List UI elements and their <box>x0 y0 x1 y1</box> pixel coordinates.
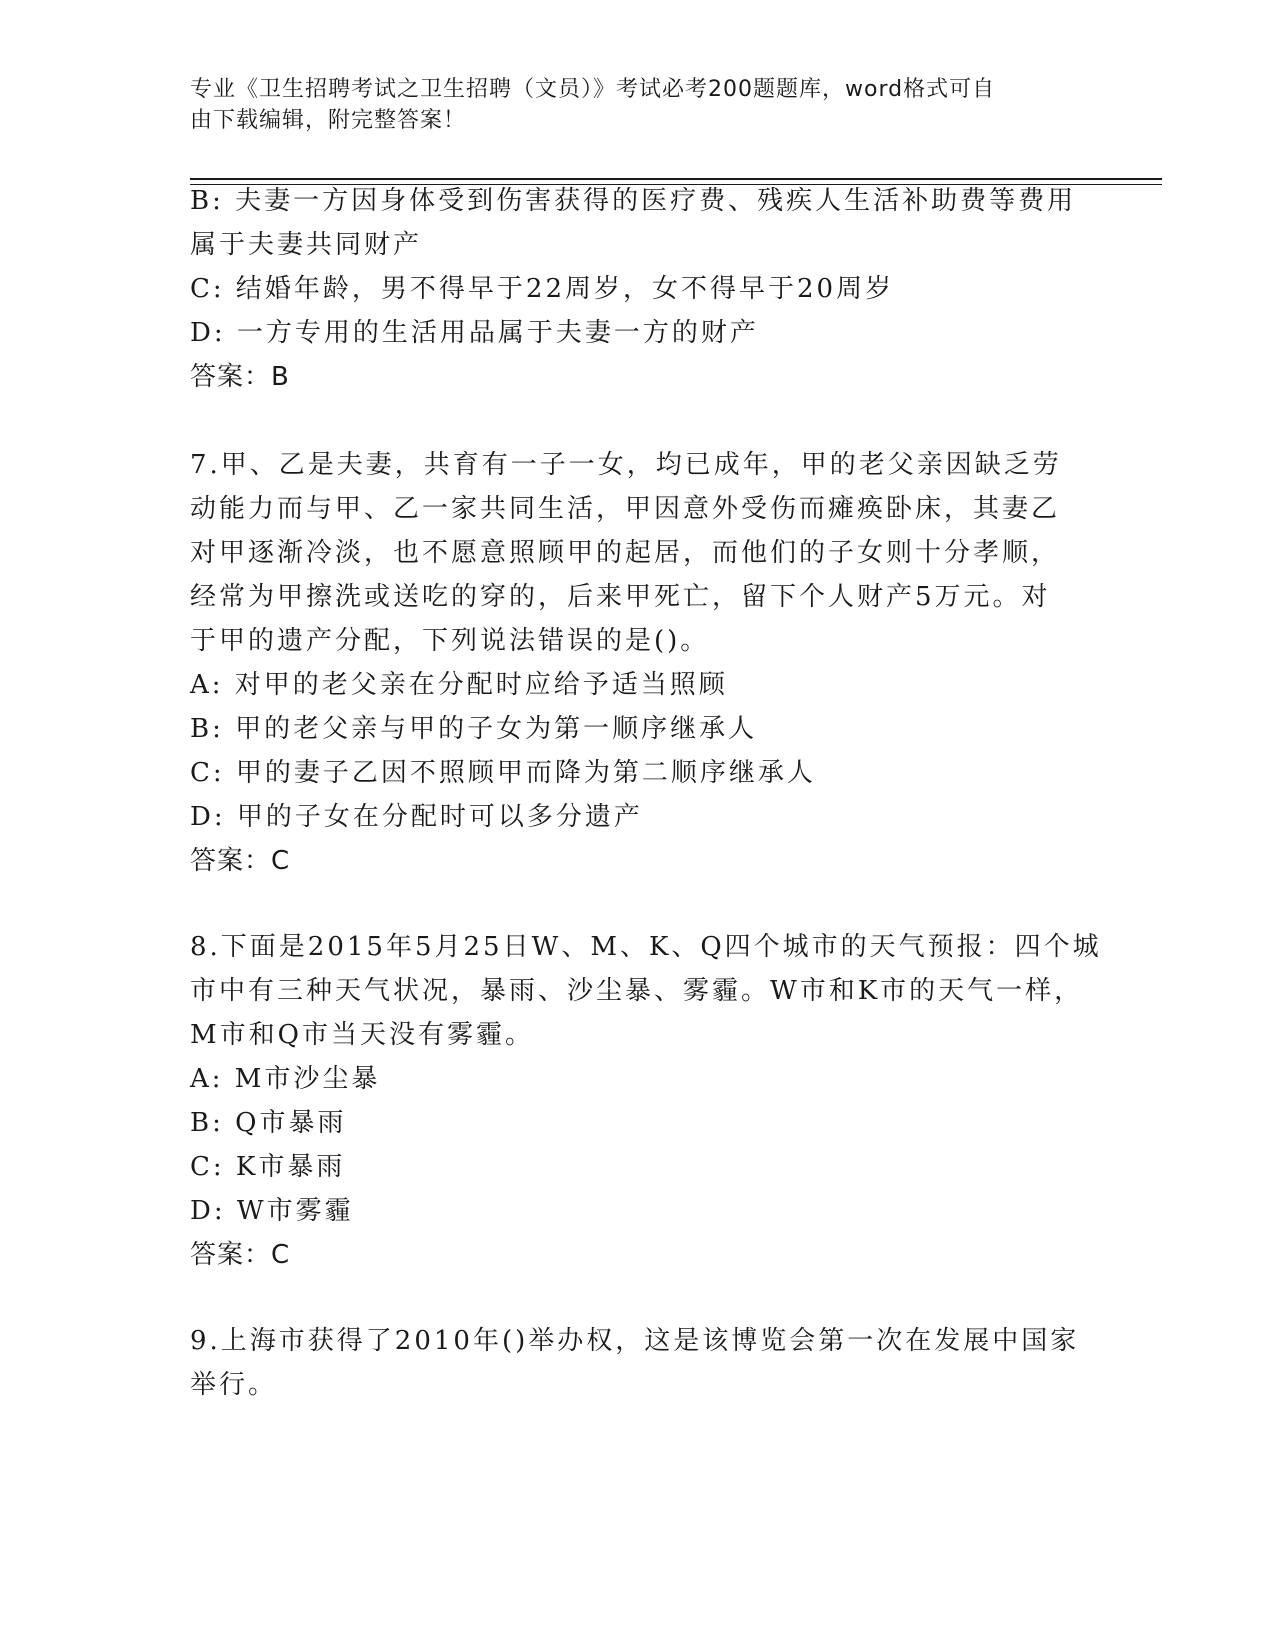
q7-option-d: D: 甲的子女在分配时可以多分遗产 <box>190 802 643 832</box>
q6-option-d: D: 一方专用的生活用品属于夫妻一方的财产 <box>190 318 759 348</box>
q7-option-c: C: 甲的妻子乙因不照顾甲而降为第二顺序继承人 <box>190 758 816 788</box>
q6-option-b-line-1: B: 夫妻一方因身体受到伤害获得的医疗费、残疾人生活补助费等费用 <box>190 186 1077 216</box>
header-line-1: 专业《卫生招聘考试之卫生招聘（文员）》考试必考200题题库，word格式可自 <box>190 77 996 102</box>
q7-option-a: A: 对甲的老父亲在分配时应给予适当照顾 <box>190 670 728 700</box>
q9-stem-line-2: 举行。 <box>190 1370 278 1400</box>
q8-option-b: B: Q市暴雨 <box>190 1108 347 1138</box>
q7-option-b: B: 甲的老父亲与甲的子女为第一顺序继承人 <box>190 714 758 744</box>
q8-option-a: A: M市沙尘暴 <box>190 1064 381 1094</box>
q8-stem-line-2: 市中有三种天气状况，暴雨、沙尘暴、雾霾。W市和K市的天气一样， <box>190 976 1084 1006</box>
page-header <box>190 74 1090 136</box>
q7-stem-line-5: 于甲的遗产分配，下列说法错误的是()。 <box>190 626 710 656</box>
q7-stem-line-4: 经常为甲擦洗或送吃的穿的，后来甲死亡，留下个人财产5万元。对 <box>190 582 1051 612</box>
q7-stem-line-3: 对甲逐渐冷淡，也不愿意照顾甲的起居，而他们的子女则十分孝顺， <box>190 538 1061 568</box>
q8-stem-line-3: M市和Q市当天没有雾霾。 <box>190 1020 534 1050</box>
q7-answer: 答案：C <box>190 846 291 876</box>
q8-stem-line-1: 8.下面是2015年5月25日W、M、K、Q四个城市的天气预报：四个城 <box>190 932 1102 962</box>
q8-answer: 答案：C <box>190 1240 291 1270</box>
q7-stem-line-2: 动能力而与甲、乙一家共同生活，甲因意外受伤而瘫痪卧床，其妻乙 <box>190 494 1061 524</box>
q9-stem-line-1: 9.上海市获得了2010年()举办权，这是该博览会第一次在发展中国家 <box>190 1326 1080 1356</box>
q8-option-c: C: K市暴雨 <box>190 1152 346 1182</box>
header-line-2: 由下载编辑，附完整答案！ <box>190 108 467 133</box>
q6-option-c: C: 结婚年龄，男不得早于22周岁，女不得早于20周岁 <box>190 274 895 304</box>
q8-option-d: D: W市雾霾 <box>190 1196 354 1226</box>
q6-option-b-line-2: 属于夫妻共同财产 <box>190 230 423 260</box>
q7-stem-line-1: 7.甲、乙是夫妻，共育有一子一女，均已成年，甲的老父亲因缺乏劳 <box>190 450 1062 480</box>
q6-answer: 答案：B <box>190 362 290 392</box>
